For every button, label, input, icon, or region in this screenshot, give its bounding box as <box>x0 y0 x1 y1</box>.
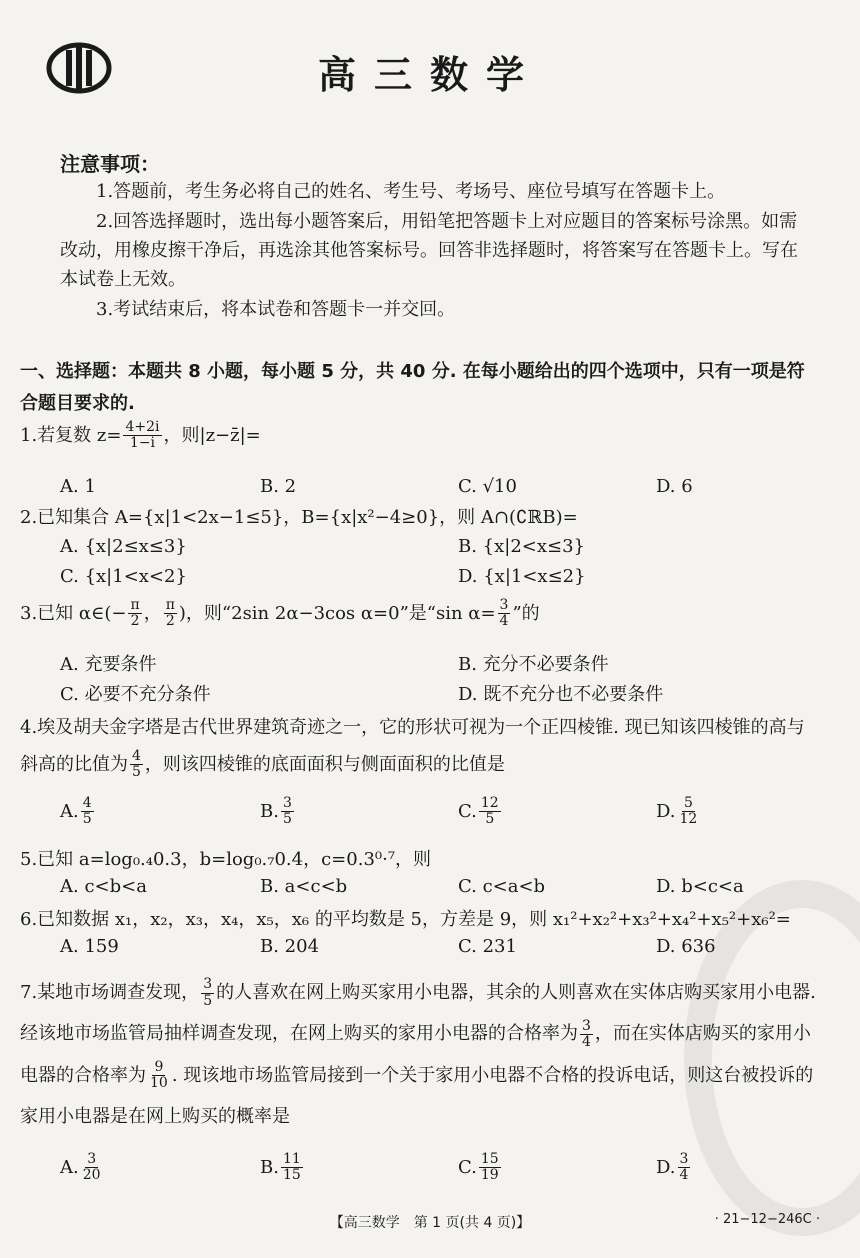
option-a: A. $\frac{3}{20}$ <box>60 1151 101 1184</box>
option-b: B. $\frac{3}{5}$ <box>260 795 292 828</box>
fraction: $\frac{\pi}{2}$ <box>130 597 140 630</box>
option-c: C. 必要不充分条件 <box>60 684 211 705</box>
option-c: C. √10 <box>458 476 517 497</box>
option-b: B. 2 <box>260 476 297 497</box>
question-1-stem: 1.若复数 z= <box>20 424 122 446</box>
option-d: D. 既不充分也不必要条件 <box>458 684 664 705</box>
option-c: C. c<a<b <box>458 876 546 897</box>
notice-item-2: 2.回答选择题时，选出每小题答案后，用铅笔把答题卡上对应题目的答案标号涂黑。如需改动，用橡皮擦干净后，再选涂其他答案标号。回答非选择题时，将答案写在答题卡上。写在本试卷上无效。 <box>60 211 798 290</box>
fraction: $\frac{9}{10}$ <box>150 1058 168 1092</box>
option-c: C. $\frac{12}{5}$ <box>458 795 499 828</box>
option-d: D. 6 <box>656 476 693 497</box>
question-2: 2.已知集合 A={x|1<2x−1≤5}，B={x|x²−4≥0}，则 A∩(∁ℝB)= <box>20 507 578 528</box>
page-footer: 【高三数学 第 1 页(共 4 页)】 <box>329 1215 531 1231</box>
question-5: 5.已知 a=log₀.₄0.3，b=log₀.₇0.4，c=0.3⁰·⁷，则 <box>20 849 432 870</box>
fraction: $\frac{3}{4}$ <box>582 1017 591 1050</box>
fraction: $\frac{3}{5}$ <box>203 976 213 1009</box>
question-7: 7.某地市场调查发现， $\frac{3}{5}$ 的人喜欢在网上购买家用小电器，其余的人则喜欢在实体店购买家用小电器. 经该地市场监管局抽样调查发现，在网上购买的家用小电器的合格率为 $\frac{3}{4}$ ，而在实体店购买的家用小电器的合格率为 $\frac{9}{10}$ . 现该地市场监管局接到一个关于家用小电器不合格的投诉电话，则这台被投诉的家用小电器是在网上购买的概率是 <box>20 976 816 1128</box>
option-d: D. $\frac{3}{4}$ <box>656 1151 689 1184</box>
fraction: $\frac{\pi}{2}$ <box>165 597 175 630</box>
option-b: B. $\frac{11}{15}$ <box>260 1151 301 1184</box>
fraction: $\frac{4}{5}$ <box>132 748 141 781</box>
question-6: 6.已知数据 x₁，x₂，x₃，x₄，x₅，x₆ 的平均数是 5，方差是 9，则 x₁²+x₂²+x₃²+x₄²+x₅²+x₆²= <box>20 909 791 930</box>
option-c: C. {x|1<x<2} <box>60 566 187 587</box>
option-a: A. {x|2≤x≤3} <box>60 536 187 557</box>
page-title: 高三数学 <box>317 53 542 97</box>
option-a: A. c<b<a <box>60 876 147 897</box>
option-a: A. $\frac{4}{5}$ <box>60 795 92 828</box>
question-4: 4.埃及胡夫金字塔是古代世界建筑奇迹之一，它的形状可视为一个正四棱锥. 现已知该四棱锥的高与斜高的比值为 $\frac{4}{5}$ ，则该四棱锥的底面面积与侧面面积的比值是 <box>20 717 805 781</box>
section-heading: 一、选择题：本题共 8 小题，每小题 5 分，共 40 分. 在每小题给出的四个选项中，只有一项是符合题目要求的. <box>20 361 805 414</box>
option-b: B. 204 <box>260 936 320 957</box>
fraction: $\frac{3}{4}$ <box>499 597 509 630</box>
option-b: B. {x|2<x≤3} <box>458 536 586 557</box>
option-b: B. a<c<b <box>260 876 348 897</box>
option-d: D. {x|1<x≤2} <box>458 566 586 587</box>
fraction: $\frac{4+2i}{1-i}$ <box>125 419 160 452</box>
question-1: 1.若复数 z= $\frac{4+2i}{1-i}$ ，则|z−z̄|= <box>20 419 261 452</box>
paper-code: · 21−12−246C · <box>714 1212 820 1227</box>
option-d: D. $\frac{5}{12}$ <box>656 795 698 828</box>
option-a: A. 1 <box>60 476 96 497</box>
option-b: B. 充分不必要条件 <box>458 654 609 675</box>
question-3: 3.已知 α∈(− $\frac{\pi}{2}$ ， $\frac{\pi}{2}$ )，则“2sin 2α−3cos α=0”是“sin α= $\frac{3}{4}$ ”的 <box>20 597 540 630</box>
option-c: C. $\frac{15}{19}$ <box>458 1151 499 1184</box>
option-a: A. 充要条件 <box>60 654 157 675</box>
option-a: A. 159 <box>60 936 119 957</box>
notice-item-3: 3.考试结束后，将本试卷和答题卡一并交回。 <box>96 299 456 320</box>
notice-item-1: 1.答题前，考生务必将自己的姓名、考生号、考场号、座位号填写在答题卡上。 <box>96 181 726 202</box>
notice-heading: 注意事项： <box>60 152 160 176</box>
option-c: C. 231 <box>458 936 517 957</box>
option-d: D. b<c<a <box>656 876 744 897</box>
option-d: D. 636 <box>656 936 716 957</box>
